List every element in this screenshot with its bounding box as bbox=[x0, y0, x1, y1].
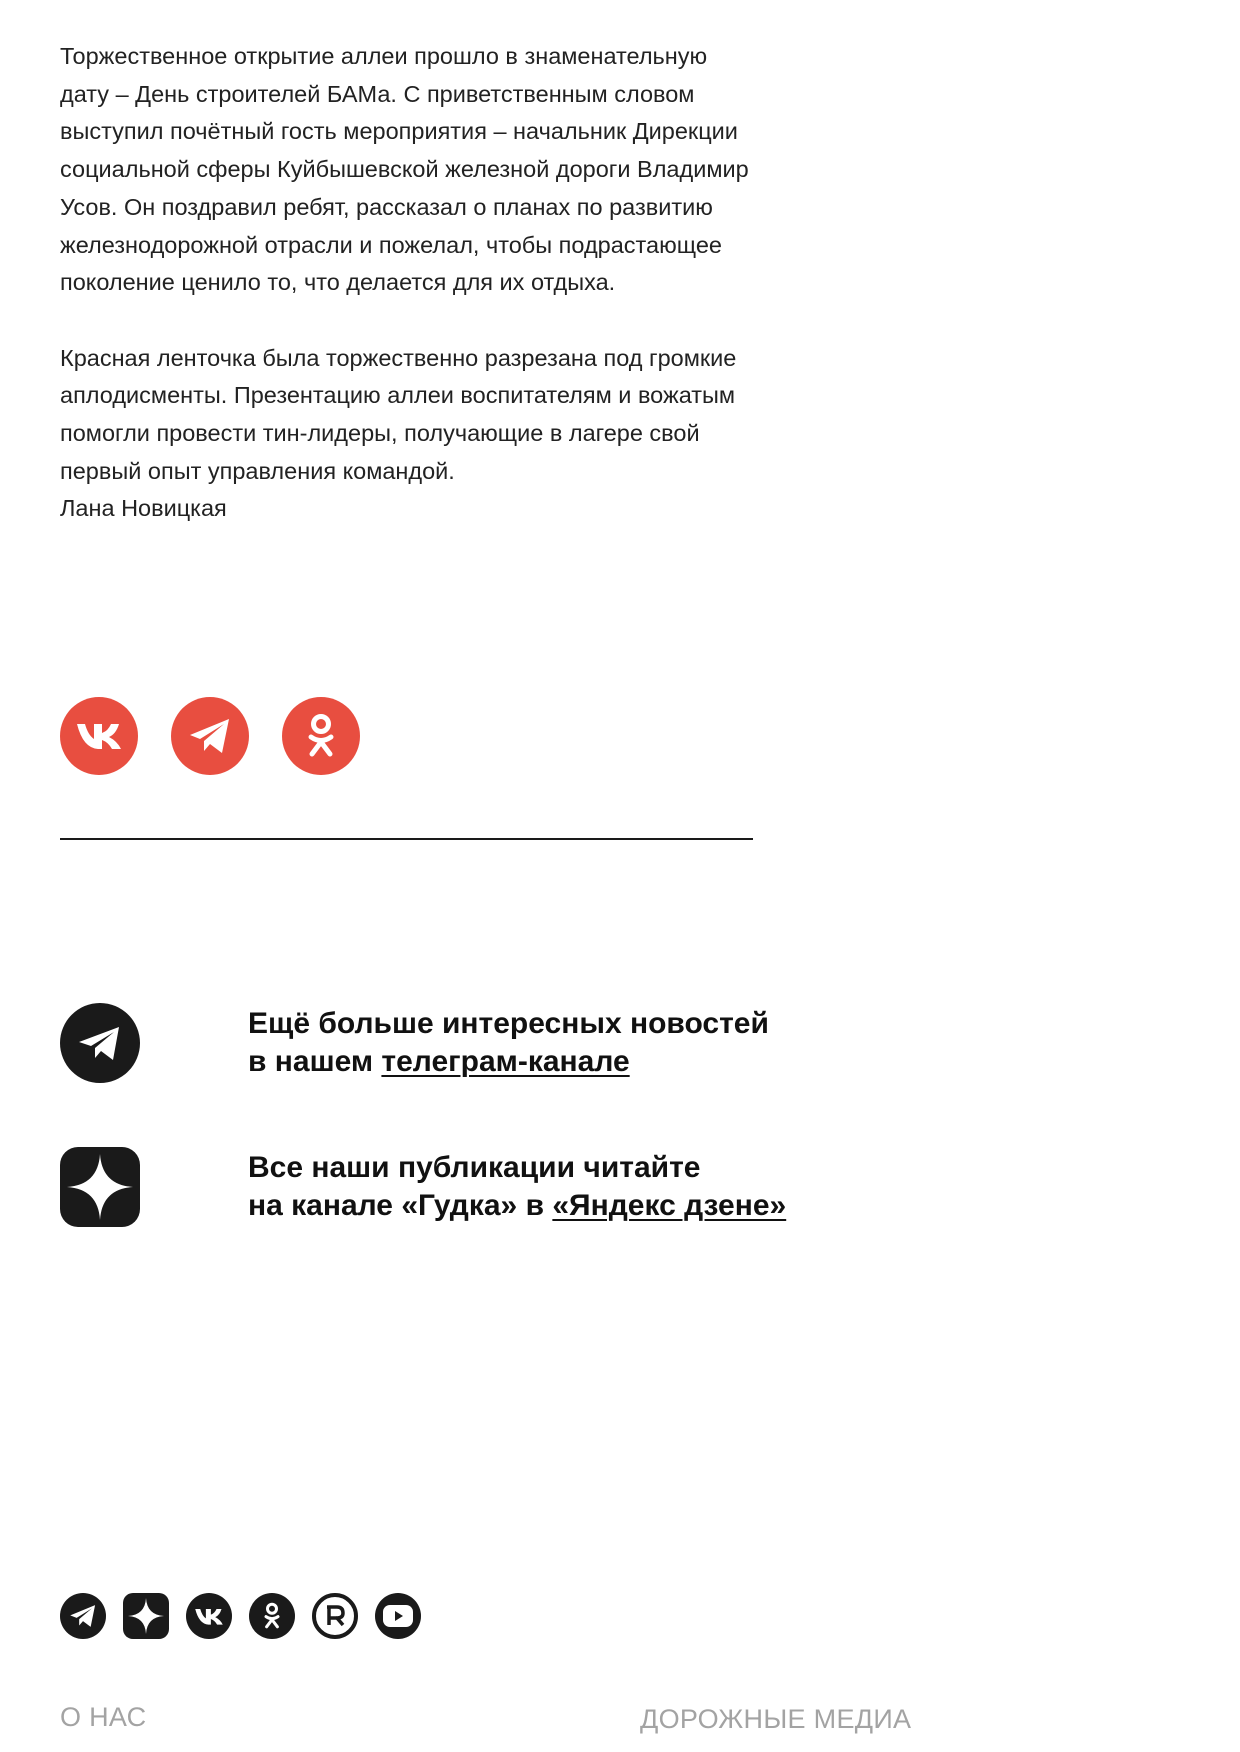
dzen-promo-prefix: на канале «Гудка» в bbox=[248, 1189, 553, 1222]
dzen-promo-line1: Все наши публикации читайте bbox=[248, 1151, 701, 1184]
rutube-icon bbox=[323, 1604, 347, 1628]
odnoklassniki-icon bbox=[263, 1601, 281, 1631]
dzen-promo-text bbox=[248, 1149, 786, 1225]
dzen-promo-line2 bbox=[248, 1187, 786, 1225]
telegram-icon bbox=[69, 1603, 97, 1629]
telegram-promo bbox=[60, 1003, 769, 1083]
footer-socials bbox=[60, 1593, 421, 1639]
article-body bbox=[60, 38, 760, 528]
vk-icon bbox=[75, 721, 123, 751]
divider bbox=[60, 838, 753, 840]
telegram-promo-text bbox=[248, 1005, 769, 1081]
telegram-icon[interactable] bbox=[60, 1003, 140, 1083]
telegram-promo-line2 bbox=[248, 1043, 769, 1081]
dzen-icon bbox=[126, 1596, 166, 1636]
share-odnoklassniki-button[interactable] bbox=[282, 697, 360, 775]
vk-icon bbox=[194, 1607, 224, 1626]
dzen-channel-link[interactable]: «Яндекс дзене» bbox=[552, 1189, 787, 1222]
article-author: Лана Новицкая bbox=[60, 495, 227, 522]
telegram-channel-link[interactable]: телеграм-канале bbox=[381, 1045, 630, 1078]
footer-odnoklassniki-link[interactable] bbox=[249, 1593, 295, 1639]
odnoklassniki-icon bbox=[306, 713, 336, 759]
youtube-icon bbox=[383, 1605, 413, 1627]
share-buttons bbox=[60, 697, 360, 775]
footer-dzen-link[interactable] bbox=[123, 1593, 169, 1639]
footer-about-link[interactable]: О НАС bbox=[60, 1702, 147, 1732]
footer-youtube-link[interactable] bbox=[375, 1593, 421, 1639]
article-paragraph: Торжественное открытие аллеи прошло в знаменательную дату – День строителей БАМа. С приветственным словом выступил почётный гость мероприятия – начальник Дирекции социальной сферы Куйбышевской железной дороги Владимир Усов. Он поздравил ребят, рассказал о планах по развитию железнодорожной отрасли и пожелал, чтобы подрастающее поколение ценило то, что делается для их отдыха. bbox=[60, 43, 749, 296]
article-paragraph: Красная ленточка была торжественно разрезана под громкие аплодисменты. Презентацию аллеи воспитателям и вожатым помогли провести тин-лидеры, получающие в лагере свой первый опыт управления командой. bbox=[60, 344, 737, 484]
telegram-promo-prefix: в нашем bbox=[248, 1045, 382, 1078]
telegram-icon bbox=[188, 716, 232, 756]
footer-media-link[interactable]: ДОРОЖНЫЕ МЕДИА bbox=[640, 1704, 912, 1734]
dzen-icon[interactable] bbox=[60, 1147, 140, 1227]
dzen-promo bbox=[60, 1147, 786, 1227]
footer-rutube-link[interactable] bbox=[312, 1593, 358, 1639]
footer-telegram-link[interactable] bbox=[60, 1593, 106, 1639]
footer-vk-link[interactable] bbox=[186, 1593, 232, 1639]
share-vk-button[interactable] bbox=[60, 697, 138, 775]
telegram-promo-line1: Ещё больше интересных новостей bbox=[248, 1007, 769, 1040]
share-telegram-button[interactable] bbox=[171, 697, 249, 775]
